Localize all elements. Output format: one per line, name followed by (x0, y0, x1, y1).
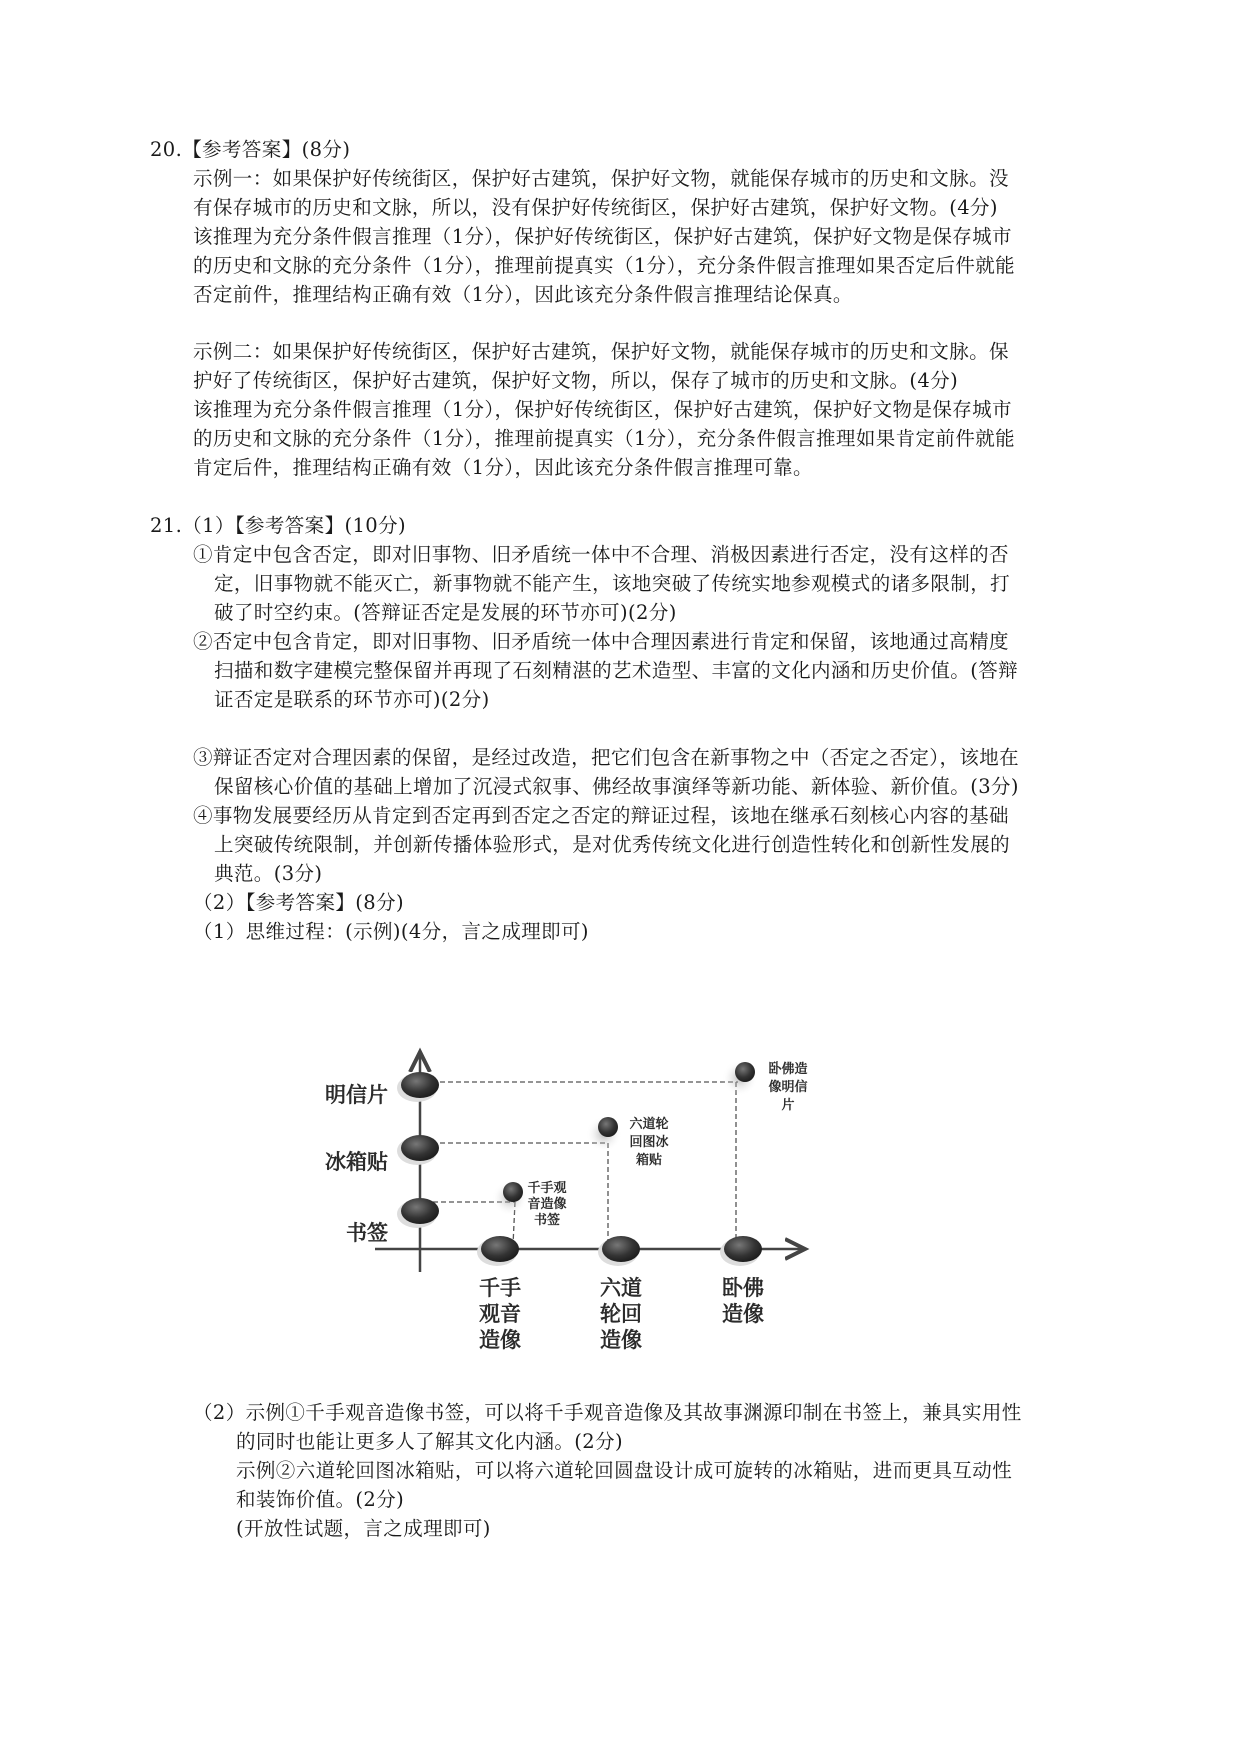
point-magnet-liudao (586, 1116, 622, 1152)
q20-header: 20.【参考答案】(8分) (150, 138, 351, 161)
x-label-qianshou: 千手 (479, 1276, 521, 1300)
point-bookmark-qianshou (492, 1180, 528, 1216)
q21-item-4-line: 典范。(3分) (214, 862, 323, 885)
point-label-magnet: 回图冰 (629, 1135, 669, 1150)
x-label-liudao: 造像 (600, 1328, 642, 1352)
q21-item-4-line: 上突破传统限制，并创新传播体验形式，是对优秀传统文化进行创造性转化和创新性发展的 (214, 833, 1011, 856)
x-node-wofo (720, 1236, 762, 1266)
x-label-liudao: 轮回 (600, 1302, 642, 1326)
y-label-bookmark: 书签 (346, 1221, 388, 1245)
point-label-magnet: 箱贴 (635, 1153, 663, 1168)
q20-line: 肯定后件，推理结构正确有效（1分），因此该充分条件假言推理可靠。 (193, 456, 813, 479)
y-label-postcard: 明信片 (325, 1083, 388, 1107)
point-label-bookmark: 千手观 (527, 1181, 567, 1196)
q21-part2-header: （2）【参考答案】(8分) (193, 891, 404, 914)
x-label-qianshou: 造像 (479, 1328, 521, 1352)
q21-item-4-first: ④事物发展要经历从肯定到否定再到否定之否定的辩证过程，该地在继承石刻核心内容的基础 (193, 804, 1009, 827)
q20-line: 护好了传统街区，保护好古建筑，保护好文物，所以，保存了城市的历史和文脉。(4分) (193, 369, 959, 392)
x-node-liudao (598, 1236, 640, 1266)
q21-item-1-line: 定，旧事物就不能灭亡，新事物就不能产生，该地突破了传统实地参观模式的诸多限制，打 (214, 572, 1011, 595)
q20-line: 的历史和文脉的充分条件（1分），推理前提真实（1分），充分条件假言推理如果否定后件就能 (193, 254, 1016, 277)
point-postcard-wofo (722, 1060, 758, 1096)
q21-header: 21.（1）【参考答案】(10分) (150, 514, 406, 537)
q21-item-2-line: 扫描和数字建模完整保留并再现了石刻精湛的艺术造型、丰富的文化内涵和历史价值。(答辩 (214, 659, 1019, 682)
point-label-postcard: 卧佛造 (768, 1062, 808, 1077)
point-label-postcard: 像明信 (768, 1080, 808, 1095)
y-node-bookmark (397, 1198, 439, 1228)
x-node-qianshou (477, 1236, 519, 1266)
y-node-magnet (397, 1135, 439, 1165)
point-label-bookmark: 书签 (533, 1213, 561, 1228)
q20-line: 示例二：如果保护好传统街区，保护好古建筑，保护好文物，就能保存城市的历史和文脉。保 (193, 340, 1009, 363)
q21-part2-sub2-line: 的同时也能让更多人了解其文化内涵。(2分) (236, 1430, 624, 1453)
q21-item-1-line: 破了时空约束。(答辩证否定是发展的环节亦可)(2分) (214, 601, 677, 624)
q20-line: 否定前件，推理结构正确有效（1分），因此该充分条件假言推理结论保真。 (193, 283, 853, 306)
y-node-postcard (397, 1072, 439, 1102)
q20-line: 示例一：如果保护好传统街区，保护好古建筑，保护好文物，就能保存城市的历史和文脉。没 (193, 167, 1009, 190)
q21-part2-sub2-line: 和装饰价值。(2分) (236, 1488, 405, 1511)
point-label-bookmark: 音造像 (527, 1197, 567, 1212)
x-label-qianshou: 观音 (479, 1302, 521, 1326)
point-label-magnet: 六道轮 (629, 1117, 669, 1132)
point-label-postcard: 片 (781, 1098, 795, 1113)
x-label-wofo: 卧佛 (722, 1276, 764, 1300)
q21-item-2-line: 证否定是联系的环节亦可)(2分) (214, 688, 490, 711)
q20-line: 该推理为充分条件假言推理（1分），保护好传统街区，保护好古建筑，保护好文物是保存城市 (193, 225, 1012, 248)
q20-line: 有保存城市的历史和文脉，所以，没有保护好传统街区，保护好古建筑，保护好文物。(4分) (193, 196, 998, 219)
q21-item-1-first: ①肯定中包含否定，即对旧事物、旧矛盾统一体中不合理、消极因素进行否定，没有这样的否 (193, 543, 1009, 566)
x-label-wofo: 造像 (722, 1302, 764, 1326)
q21-part2-sub2-line: （2）示例①千手观音造像书签，可以将千手观音造像及其故事渊源印制在书签上，兼具实用性 (193, 1401, 1022, 1424)
x-label-liudao: 六道 (600, 1276, 642, 1300)
q21-part2-sub2-note: (开放性试题，言之成理即可) (236, 1517, 491, 1540)
q21-part2-sub1: （1）思维过程：(示例)(4分，言之成理即可) (193, 920, 589, 943)
q21-item-2-first: ②否定中包含肯定，即对旧事物、旧矛盾统一体中合理因素进行肯定和保留，该地通过高精度 (193, 630, 1009, 653)
q20-line: 该推理为充分条件假言推理（1分），保护好传统街区，保护好古建筑，保护好文物是保存城市 (193, 398, 1012, 421)
q21-item-3-first: ③辩证否定对合理因素的保留，是经过改造，把它们包含在新事物之中（否定之否定），该地在 (193, 746, 1020, 769)
q20-line: 的历史和文脉的充分条件（1分），推理前提真实（1分），充分条件假言推理如果肯定前件就能 (193, 427, 1016, 450)
q21-part2-sub2-line: 示例②六道轮回图冰箱贴，可以将六道轮回圆盘设计成可旋转的冰箱贴，进而更具互动性 (236, 1459, 1013, 1482)
thinking-process-diagram (300, 1030, 820, 1360)
q21-item-3-line: 保留核心价值的基础上增加了沉浸式叙事、佛经故事演绎等新功能、新体验、新价值。(3分) (214, 775, 1019, 798)
y-label-magnet: 冰箱贴 (325, 1150, 388, 1174)
